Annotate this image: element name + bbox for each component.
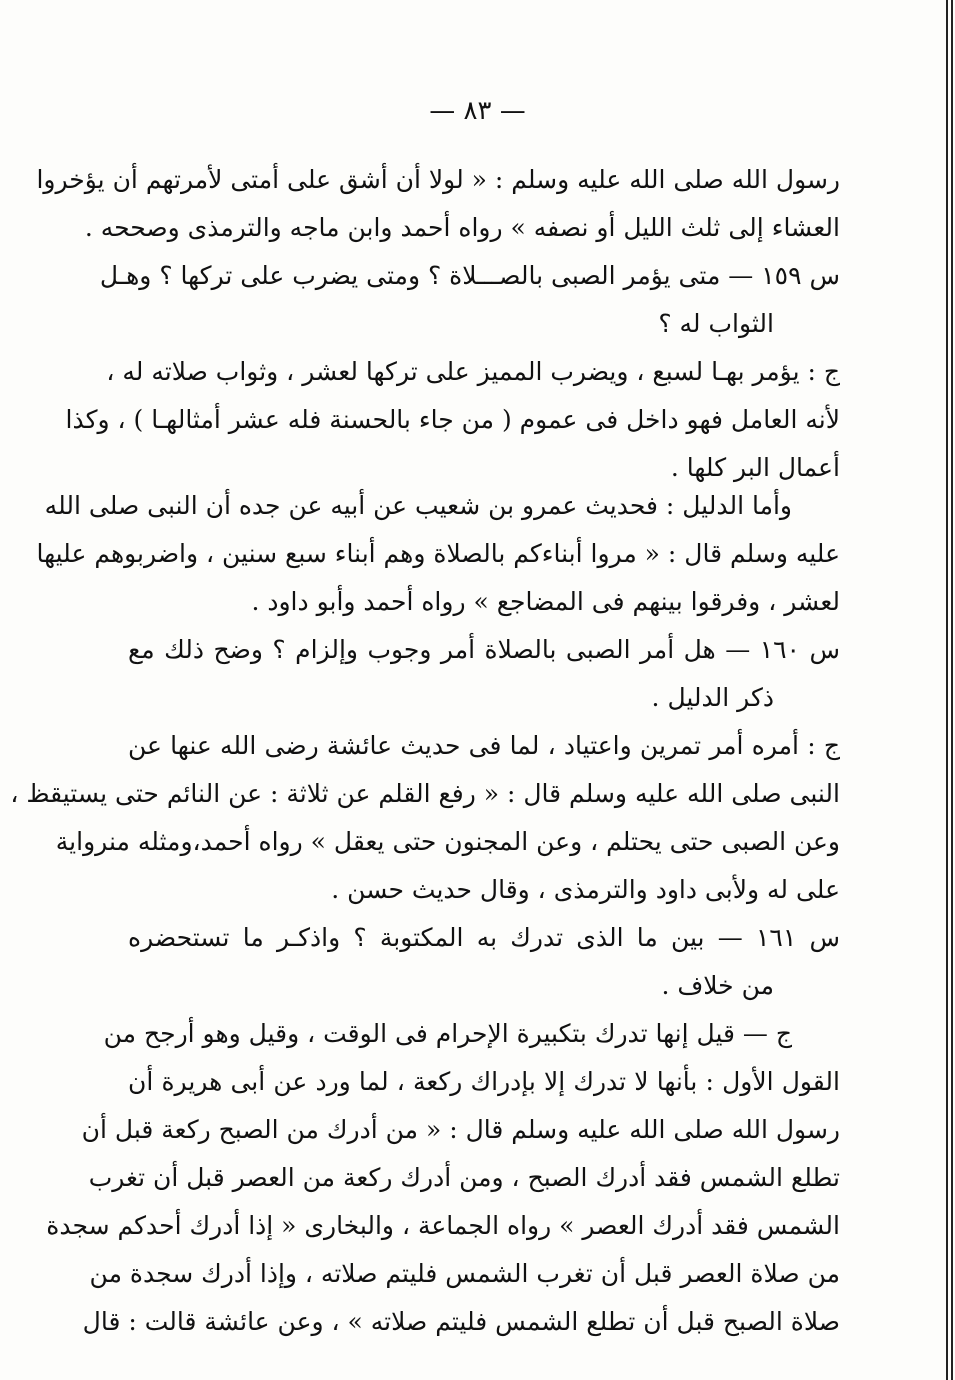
- text-line: لأنه العامل فهو داخل فى عموم ( من جاء بالحسنة فله عشر أمثالهـا ) ، وكذا: [65, 405, 840, 434]
- text-line: وأما الدليل : فحديث عمرو بن شعيب عن أبيه عن جده أن النبى صلى الله: [44, 491, 792, 520]
- text-line: أعمال البر كلها .: [670, 453, 840, 482]
- text-line: ج — قيل إنها تدرك بتكبيرة الإحرام فى الوقت ، وقيل وهو أرجح من: [103, 1019, 792, 1048]
- text-line: صلاة الصبح قبل أن تطلع الشمس فليتم صلاته » ، وعن عائشة قالت : قال: [82, 1307, 840, 1336]
- text-line: ذكر الدليل .: [651, 683, 774, 712]
- text-line: من خلاف .: [661, 971, 774, 1000]
- page-edge-line: [951, 0, 953, 1380]
- text-line: القول الأول : بأنها لا تدرك إلا بإدراك ركعة ، لما ورد عن أبى هريرة أن: [128, 1067, 840, 1096]
- text-line: عليه وسلم قال : « مروا أبناءكم بالصلاة وهم أبناء سبع سنين ، واضربوهم عليها: [36, 539, 840, 568]
- text-line: العشاء إلى ثلث الليل أو نصفه » رواه أحمد وابن ماجه والترمذى وصححه .: [84, 213, 840, 242]
- text-line: س ١٦٠ — هل أمر الصبى بالصلاة أمر وجوب وإلزام ؟ وضح ذلك مع: [128, 635, 840, 664]
- text-block: [10, 482, 841, 1346]
- text-line: ج : أمره أمر تمرين واعتياد ، لما فى حديث عائشة رضى الله عنها عن: [128, 731, 840, 760]
- page-edge-line: [946, 0, 948, 1380]
- page-number: — ٨٣ —: [429, 96, 526, 126]
- text-line: رسول الله صلى الله عليه وسلم : « لولا أن أشق على أمتى لأمرتهم أن يؤخروا: [36, 165, 840, 194]
- text-line: النبى صلى الله عليه وسلم قال : « رفع القلم عن ثلاثة : عن النائم حتى يستيقظ ،: [10, 779, 840, 808]
- text-line: على له ولأبى داود والترمذى ، وقال حديث حسن .: [331, 875, 840, 904]
- text-line: س ١٦١ — بين ما الذى تدرك به المكتوبة ؟ واذكـر ما تستحضره: [128, 923, 841, 952]
- text-line: الثواب له ؟: [658, 309, 774, 338]
- text-line: تطلع الشمس فقد أدرك الصبح ، ومن أدرك ركعة من العصر قبل أن تغرب: [88, 1163, 840, 1192]
- text-line: الشمس فقد أدرك العصر » رواه الجماعة ، والبخارى « إذا أدرك أحدكم سجدة: [46, 1211, 840, 1240]
- text-line: وعن الصبى حتى يحتلم ، وعن المجنون حتى يعقل » رواه أحمد،ومثله منرواية: [55, 827, 840, 856]
- text-line: ج : يؤمر بهـا لسبع ، ويضرب المميز على تركها لعشر ، وثواب صلاته له ،: [106, 357, 840, 386]
- text-line: رسول الله صلى الله عليه وسلم قال : « من أدرك من الصبح ركعة قبل أن: [81, 1115, 840, 1144]
- text-line: من صلاة العصر قبل أن تغرب الشمس فليتم صلاته ، وإذا أدرك سجدة من: [89, 1259, 840, 1288]
- text-line: س ١٥٩ — متى يؤمر الصبى بالصـــلاة ؟ ومتى يضرب على تركها ؟ وهـل: [99, 261, 840, 290]
- text-block: [36, 156, 840, 492]
- text-line: لعشر ، وفرقوا بينهم فى المضاجع » رواه أحمد وأبو داود .: [251, 587, 840, 616]
